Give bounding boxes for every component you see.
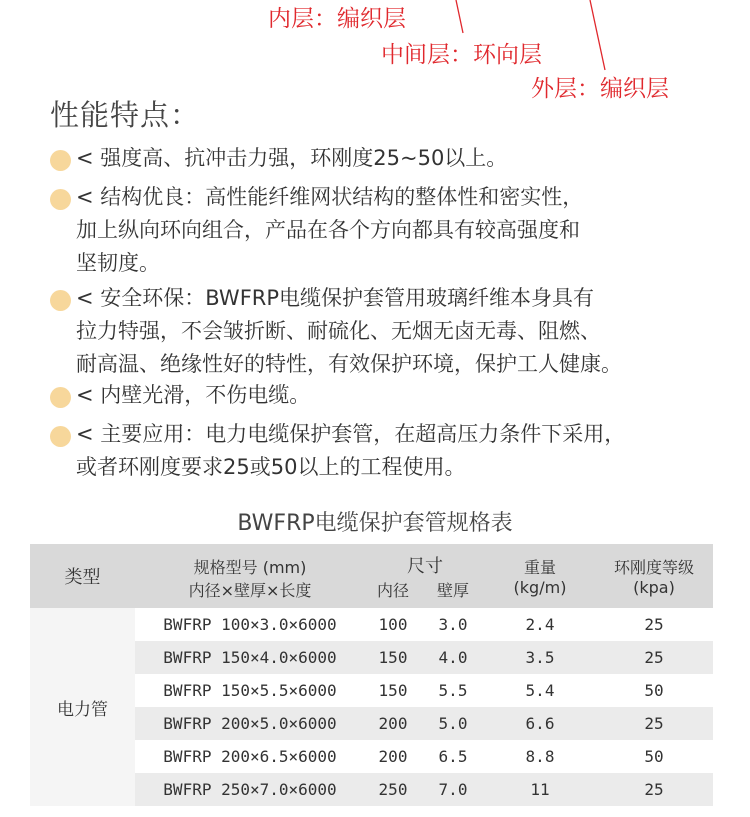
feature-line: < 强度高、抗冲击力强，环刚度25~50以上。 xyxy=(76,146,508,170)
table-row xyxy=(30,608,713,641)
feature-line: 或者环刚度要求25或50以上的工程使用。 xyxy=(76,455,466,479)
feature-line: 拉力特强，不会皱折断、耐硫化、无烟无卤无毒、阻燃、 xyxy=(76,319,601,343)
feature-line: < 主要应用：电力电缆保护套管，在超高压力条件下采用， xyxy=(76,422,626,446)
inner-cell: 100 xyxy=(378,615,408,634)
stiffness-cell: 50 xyxy=(644,681,664,700)
header-model-line2: 内径×壁厚×长度 xyxy=(135,578,365,608)
stiffness-cell: 50 xyxy=(644,747,664,766)
header-type: 类型 xyxy=(30,544,135,608)
weight-cell: 5.4 xyxy=(525,681,555,700)
header-stiffness-line2: (kpa) xyxy=(595,578,713,608)
wall-cell: 6.5 xyxy=(438,747,468,766)
inner-cell: 200 xyxy=(365,707,421,740)
outer-layer-label: 外层：编织层 xyxy=(531,76,669,102)
header-size: 尺寸 xyxy=(365,544,485,578)
feature-line: < 内壁光滑，不伤电缆。 xyxy=(76,383,311,407)
feature-line: 坚韧度。 xyxy=(76,251,160,275)
model-cell: BWFRP 150×4.0×6000 xyxy=(135,641,365,674)
wall-cell: 7.0 xyxy=(421,773,485,806)
bullet-dot-icon xyxy=(50,150,71,171)
inner-layer-label: 内层：编织层 xyxy=(268,6,406,32)
header-weight-line1: 重量 xyxy=(485,544,595,578)
model-cell: BWFRP 100×3.0×6000 xyxy=(163,615,337,634)
inner-cell: 150 xyxy=(365,641,421,674)
weight-cell: 3.5 xyxy=(485,641,595,674)
stiffness-cell: 25 xyxy=(595,641,713,674)
header-weight-line2: (kg/m) xyxy=(485,578,595,608)
model-cell: BWFRP 250×7.0×6000 xyxy=(135,773,365,806)
bullet-dot-icon xyxy=(50,290,71,311)
header-inner-diameter: 内径 xyxy=(365,578,421,608)
type-cell: 电力管 xyxy=(30,608,135,806)
feature-item xyxy=(50,142,740,175)
feature-line: < 结构优良：高性能纤维网状结构的整体性和密实性， xyxy=(76,185,584,209)
feature-item xyxy=(50,379,740,412)
spec-table-title: BWFRP电缆保护套管规格表 xyxy=(237,511,513,536)
header-wall-thickness: 壁厚 xyxy=(421,578,485,608)
features-heading: 性能特点： xyxy=(50,98,201,132)
bullet-dot-icon xyxy=(50,189,71,210)
weight-cell: 8.8 xyxy=(525,747,555,766)
header-model-line1: 规格型号 (mm) xyxy=(135,544,365,578)
feature-item xyxy=(50,282,740,381)
wall-cell: 3.0 xyxy=(438,615,468,634)
weight-cell: 11 xyxy=(485,773,595,806)
wall-cell: 4.0 xyxy=(421,641,485,674)
inner-cell: 250 xyxy=(365,773,421,806)
bullet-dot-icon xyxy=(50,426,71,447)
wall-cell: 5.0 xyxy=(421,707,485,740)
weight-cell: 2.4 xyxy=(525,615,555,634)
callout-line-inner xyxy=(456,0,463,33)
feature-line: < 安全环保：BWFRP电缆保护套管用玻璃纤维本身具有 xyxy=(76,286,595,310)
model-cell: BWFRP 200×6.5×6000 xyxy=(163,747,337,766)
wall-cell: 5.5 xyxy=(438,681,468,700)
bullet-dot-icon xyxy=(50,387,71,408)
model-cell: BWFRP 200×5.0×6000 xyxy=(135,707,365,740)
stiffness-cell: 25 xyxy=(595,773,713,806)
feature-item xyxy=(50,181,740,280)
inner-cell: 150 xyxy=(378,681,408,700)
stiffness-cell: 25 xyxy=(595,707,713,740)
inner-cell: 200 xyxy=(378,747,408,766)
feature-item xyxy=(50,418,740,484)
callout-line-outer xyxy=(590,0,605,70)
model-cell: BWFRP 150×5.5×6000 xyxy=(163,681,337,700)
header-stiffness-line1: 环刚度等级 xyxy=(595,544,713,578)
feature-line: 加上纵向环向组合，产品在各个方向都具有较高强度和 xyxy=(76,218,580,242)
spec-table xyxy=(30,544,713,806)
feature-line: 耐高温、绝缘性好的特性，有效保护环境，保护工人健康。 xyxy=(76,352,622,376)
middle-layer-label: 中间层：环向层 xyxy=(381,42,542,68)
stiffness-cell: 25 xyxy=(644,615,664,634)
weight-cell: 6.6 xyxy=(485,707,595,740)
